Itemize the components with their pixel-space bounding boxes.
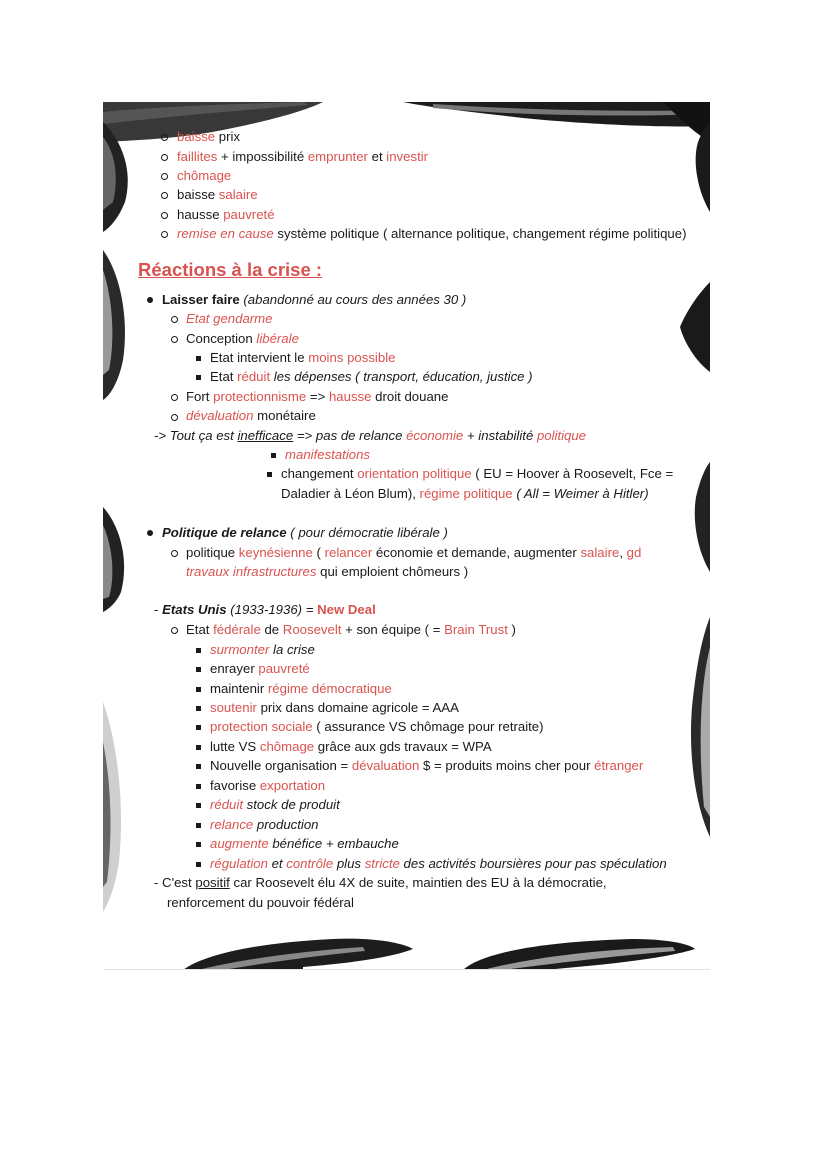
text-segment: enrayer xyxy=(210,661,259,676)
text-segment: prix dans domaine agricole = AAA xyxy=(256,700,459,715)
text-segment: les dépenses ( transport, éducation, justice ) xyxy=(270,369,533,384)
list-item xyxy=(210,641,315,659)
brush-stroke-left-mid2 xyxy=(103,507,131,612)
new-deal-lead xyxy=(186,621,516,639)
bullet-circle-icon xyxy=(171,316,178,323)
text-segment: économie et demande, augmenter xyxy=(372,545,581,560)
text-segment: régime politique xyxy=(419,486,513,501)
list-item xyxy=(186,330,299,348)
text-segment: orientation politique xyxy=(357,466,472,481)
text-segment: la crise xyxy=(269,642,315,657)
text-segment: prix xyxy=(215,129,241,144)
text-segment: système politique ( alternance politique, changement régime politique) xyxy=(273,226,687,241)
text-segment: bénéfice + embauche xyxy=(268,836,399,851)
list-item xyxy=(177,148,428,166)
text-segment: économie xyxy=(406,428,464,443)
text-segment: baisse xyxy=(177,129,216,144)
text-segment: keynésienne xyxy=(238,545,313,560)
list-item-continuation xyxy=(186,563,468,581)
new-deal-title xyxy=(154,601,376,619)
text-segment: renforcement du pouvoir fédéral xyxy=(167,895,354,910)
text-segment: Laisser faire xyxy=(162,292,240,307)
page-bottom-rule xyxy=(103,969,710,970)
text-segment: Roosevelt xyxy=(282,622,342,637)
text-segment: hausse xyxy=(177,207,224,222)
text-segment: positif xyxy=(195,875,230,890)
text-segment: changement xyxy=(281,466,358,481)
text-segment: stock de produit xyxy=(243,797,340,812)
list-item xyxy=(210,660,310,678)
text-segment: régulation xyxy=(210,856,268,871)
bullet-square-icon xyxy=(196,745,201,750)
text-segment: (1933-1936) = xyxy=(226,602,318,617)
text-segment: Etat xyxy=(210,369,238,384)
text-segment: pauvreté xyxy=(258,661,310,676)
brush-stroke-left-mid1 xyxy=(103,250,133,400)
text-segment: protectionnisme xyxy=(213,389,307,404)
text-segment: inefficace xyxy=(237,428,294,443)
text-segment: fédérale xyxy=(213,622,261,637)
text-segment: chômage xyxy=(177,168,232,183)
text-segment: lutte VS xyxy=(210,739,260,754)
text-segment: Brain Trust xyxy=(444,622,508,637)
bullet-disc-icon xyxy=(147,530,153,536)
bullet-circle-icon xyxy=(171,336,178,343)
text-segment: hausse xyxy=(328,389,372,404)
laisser-faire-title xyxy=(162,291,466,309)
text-segment: faillites xyxy=(177,149,218,164)
text-segment: salaire xyxy=(580,545,620,560)
bullet-circle-icon xyxy=(171,550,178,557)
list-item xyxy=(210,738,492,756)
laisser-faire-conclusion xyxy=(154,427,586,445)
brush-stroke-right-low xyxy=(680,617,710,837)
bullet-square-icon xyxy=(267,472,272,477)
bullet-square-icon xyxy=(196,687,201,692)
text-segment: contrôle xyxy=(286,856,334,871)
text-segment: manifestations xyxy=(285,447,371,462)
text-segment: plus xyxy=(333,856,365,871)
text-segment: régime démocratique xyxy=(267,681,392,696)
bullet-circle-icon xyxy=(171,627,178,634)
list-item xyxy=(177,206,275,224)
list-item xyxy=(210,680,392,698)
list-item xyxy=(210,855,667,873)
text-segment: Etat xyxy=(186,622,214,637)
text-segment: => xyxy=(306,389,329,404)
bullet-square-icon xyxy=(196,706,201,711)
brush-stroke-right-mid2 xyxy=(680,462,710,572)
text-segment: et xyxy=(367,149,387,164)
text-segment: => pas de relance xyxy=(293,428,407,443)
list-item xyxy=(285,446,370,464)
bullet-circle-icon xyxy=(161,192,168,199)
text-segment: , xyxy=(619,545,627,560)
text-segment: car Roosevelt élu 4X de suite, maintien des EU à la démocratie, xyxy=(229,875,607,890)
bullet-square-icon xyxy=(196,667,201,672)
text-segment: droit douane xyxy=(371,389,449,404)
text-segment: dévaluation xyxy=(351,758,420,773)
text-segment: ( xyxy=(312,545,325,560)
text-segment: ( assurance VS chômage pour retraite) xyxy=(312,719,544,734)
text-segment: Politique de relance xyxy=(162,525,287,540)
bullet-square-icon xyxy=(196,648,201,653)
text-segment: + instabilité xyxy=(463,428,537,443)
text-segment: augmente xyxy=(210,836,269,851)
bullet-circle-icon xyxy=(161,154,168,161)
text-segment: ( pour démocratie libérale ) xyxy=(286,525,448,540)
list-item xyxy=(210,777,325,795)
text-segment: remise en cause xyxy=(177,226,274,241)
text-segment: baisse xyxy=(177,187,219,202)
list-item xyxy=(210,796,340,814)
text-segment: $ = produits moins cher pour xyxy=(419,758,595,773)
text-segment: production xyxy=(253,817,319,832)
bullet-square-icon xyxy=(196,356,201,361)
text-segment: - xyxy=(154,602,163,617)
bullet-circle-icon xyxy=(161,212,168,219)
text-segment: protection sociale xyxy=(210,719,313,734)
relance-title xyxy=(162,524,448,542)
text-segment: relancer xyxy=(324,545,373,560)
text-segment: grâce aux gds travaux = WPA xyxy=(314,739,492,754)
text-segment: pauvreté xyxy=(223,207,275,222)
list-item-continuation xyxy=(281,485,649,503)
bullet-square-icon xyxy=(196,803,201,808)
bullet-square-icon xyxy=(196,862,201,867)
text-segment: étranger xyxy=(594,758,644,773)
text-segment: surmonter xyxy=(210,642,270,657)
text-segment: gd xyxy=(626,545,642,560)
list-item xyxy=(210,368,533,386)
text-segment: Conception xyxy=(186,331,257,346)
text-segment: relance xyxy=(210,817,254,832)
text-segment: New Deal xyxy=(317,602,376,617)
list-item xyxy=(210,349,395,367)
text-segment: de xyxy=(260,622,283,637)
text-segment: investir xyxy=(386,149,429,164)
list-item xyxy=(186,388,448,406)
text-segment: et xyxy=(267,856,287,871)
text-segment: libérale xyxy=(256,331,299,346)
text-segment: des activités boursières pour pas spéculation xyxy=(399,856,667,871)
text-segment: réduit xyxy=(210,797,243,812)
list-item xyxy=(186,544,641,562)
bullet-square-icon xyxy=(196,725,201,730)
bullet-square-icon xyxy=(271,453,276,458)
list-item xyxy=(210,816,319,834)
text-segment: favorise xyxy=(210,778,260,793)
text-segment: + impossibilité xyxy=(217,149,308,164)
text-segment: Fort xyxy=(186,389,214,404)
list-item xyxy=(210,699,459,717)
text-segment: ) xyxy=(507,622,516,637)
new-deal-conclusion-continuation xyxy=(167,894,354,912)
text-segment: (abandonné au cours des années 30 ) xyxy=(239,292,467,307)
text-segment: Etats Unis xyxy=(162,602,227,617)
text-segment: ( EU = Hoover à Roosevelt, Fce = xyxy=(471,466,674,481)
list-item xyxy=(210,718,544,736)
bullet-circle-icon xyxy=(171,414,178,421)
text-segment: stricte xyxy=(364,856,400,871)
bullet-square-icon xyxy=(196,764,201,769)
bullet-disc-icon xyxy=(147,297,153,303)
text-segment: -> Tout ça est xyxy=(154,428,238,443)
text-segment: politique xyxy=(186,545,239,560)
list-item xyxy=(177,167,231,185)
list-item xyxy=(177,225,686,243)
list-item xyxy=(177,128,240,146)
text-segment: Daladier à Léon Blum), xyxy=(281,486,420,501)
text-segment: qui emploient chômeurs ) xyxy=(316,564,469,579)
text-segment: soutenir xyxy=(210,700,257,715)
text-segment: politique xyxy=(536,428,587,443)
brush-stroke-right-top xyxy=(680,122,710,212)
bullet-square-icon xyxy=(196,784,201,789)
bullet-circle-icon xyxy=(171,394,178,401)
bullet-square-icon xyxy=(196,842,201,847)
list-item xyxy=(210,757,643,775)
text-segment: emprunter xyxy=(307,149,368,164)
brush-stroke-bottom xyxy=(103,937,710,970)
text-segment: Etat gendarme xyxy=(186,311,273,326)
list-item xyxy=(281,465,673,483)
text-segment: salaire xyxy=(218,187,258,202)
text-segment: travaux infrastructures xyxy=(186,564,317,579)
text-segment: maintenir xyxy=(210,681,268,696)
bullet-circle-icon xyxy=(161,173,168,180)
list-item xyxy=(210,835,399,853)
text-segment: Nouvelle organisation = xyxy=(210,758,352,773)
brush-stroke-right-mid1 xyxy=(678,282,710,372)
bullet-circle-icon xyxy=(161,134,168,141)
text-segment: chômage xyxy=(259,739,315,754)
text-segment: monétaire xyxy=(253,408,316,423)
new-deal-conclusion xyxy=(154,874,607,892)
list-item xyxy=(177,186,258,204)
text-segment: + son équipe ( = xyxy=(341,622,445,637)
text-segment: ( All = Weimer à Hitler) xyxy=(512,486,649,501)
text-segment: réduit xyxy=(237,369,271,384)
bullet-circle-icon xyxy=(161,231,168,238)
list-item xyxy=(186,310,273,328)
text-segment: exportation xyxy=(259,778,326,793)
list-item xyxy=(186,407,316,425)
text-segment: - C'est xyxy=(154,875,196,890)
bullet-square-icon xyxy=(196,375,201,380)
section-heading: Réactions à la crise : xyxy=(138,259,323,280)
brush-stroke-left-low xyxy=(103,702,129,912)
text-segment: Etat intervient le xyxy=(210,350,309,365)
brush-stroke-left-top xyxy=(103,122,137,232)
text-segment: moins possible xyxy=(308,350,396,365)
bullet-square-icon xyxy=(196,823,201,828)
text-segment: dévaluation xyxy=(186,408,254,423)
